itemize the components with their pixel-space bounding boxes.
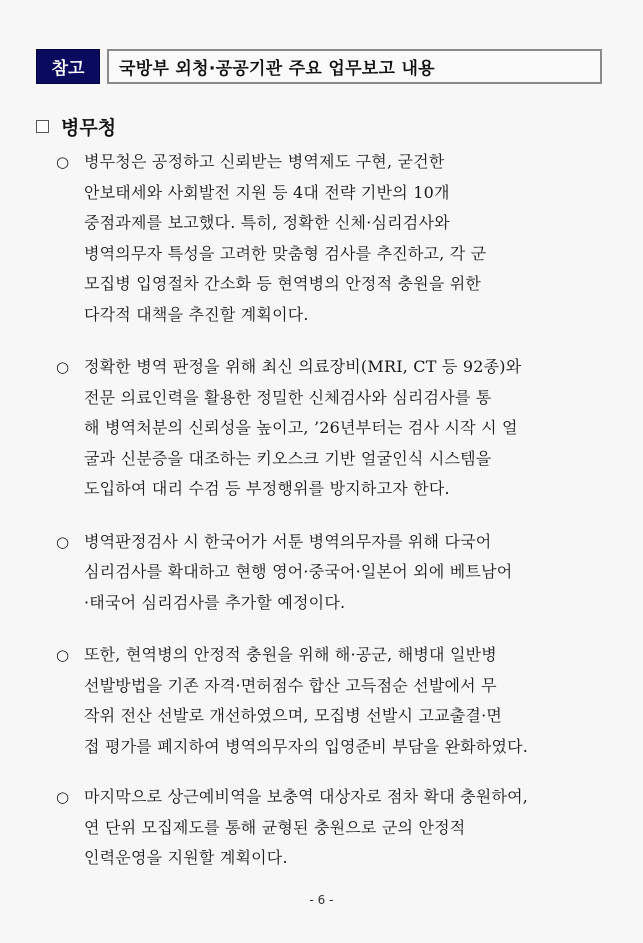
reference-badge: 참고 (36, 49, 100, 84)
paragraph-line: 연 단위 모집제도를 통해 균형된 충원으로 군의 안정적 (84, 817, 466, 837)
paragraph-line: 해 병역처분의 신뢰성을 높이고, ’26년부터는 검사 시작 시 얼 (84, 418, 518, 437)
paragraph-line: 도입하여 대리 수검 등 부정행위를 방지하고자 한다. (84, 479, 450, 498)
paragraph-line: 안보태세와 사회발전 지원 등 4대 전략 기반의 10개 (84, 182, 450, 202)
paragraph-line: 심리검사를 확대하고 현행 영어·중국어·일본어 외에 베트남어 (84, 562, 513, 581)
paragraph-5 (56, 782, 616, 874)
paragraph-line: 병역판정검사 시 한국어가 서툰 병역의무자를 위해 다국어 (84, 531, 492, 551)
paragraph-1 (56, 147, 616, 330)
paragraph-line: 굴과 신분증을 대조하는 키오스크 기반 얼굴인식 시스템을 (84, 448, 492, 468)
paragraph-list (56, 147, 616, 874)
paragraph-line: 다각적 대책을 추진할 계획이다. (84, 304, 309, 324)
paragraph-line: 또한, 현역병의 안정적 충원을 위해 해·공군, 해병대 일반병 (84, 645, 497, 664)
document-title: 국방부 외청·공공기관 주요 업무보고 내용 (107, 49, 602, 84)
paragraph-line: ·태국어 심리검사를 추가할 예정이다. (84, 592, 346, 612)
section-heading (36, 113, 116, 140)
paragraph-line: 병무청은 공정하고 신뢰받는 병역제도 구현, 굳건한 (84, 152, 445, 171)
circle-bullet-icon: ○ (56, 358, 70, 376)
paragraph-line: 접 평가를 폐지하여 병역의무자의 입영준비 부담을 완화하였다. (84, 736, 529, 756)
section-heading-label: 병무청 (61, 117, 117, 139)
circle-bullet-icon: ○ (56, 788, 70, 806)
circle-bullet-icon: ○ (56, 646, 70, 664)
page-number: - 6 - (309, 893, 334, 907)
paragraph-line: 마지막으로 상근예비역을 보충역 대상자로 점차 확대 충원하여, (84, 787, 529, 806)
square-bullet-icon (36, 120, 49, 133)
paragraph-line: 전문 의료인력을 활용한 정밀한 신체검사와 심리검사를 통 (84, 387, 492, 407)
paragraph-line: 병역의무자 특성을 고려한 맞춤형 검사를 추진하고, 각 군 (84, 243, 487, 263)
paragraph-2 (56, 352, 616, 505)
paragraph-3 (56, 527, 616, 619)
paragraph-4 (56, 640, 616, 762)
paragraph-line: 작위 전산 선발로 개선하였으며, 모집병 선발시 고교출결·면 (84, 706, 503, 725)
paragraph-line: 중점과제를 보고했다. 특히, 정확한 신체·심리검사와 (84, 213, 450, 232)
circle-bullet-icon: ○ (56, 153, 70, 171)
paragraph-line: 정확한 병역 판정을 위해 최신 의료장비(MRI, CT 등 92종)와 (84, 357, 522, 376)
paragraph-line: 인력운영을 지원할 계획이다. (84, 848, 288, 867)
paragraph-line: 선발방법을 기존 자격·면허점수 합산 고득점순 선발에서 무 (84, 675, 497, 695)
paragraph-line: 모집병 입영절차 간소화 등 현역병의 안정적 충원을 위한 (84, 274, 482, 293)
circle-bullet-icon: ○ (56, 532, 70, 551)
reference-header (36, 49, 602, 84)
